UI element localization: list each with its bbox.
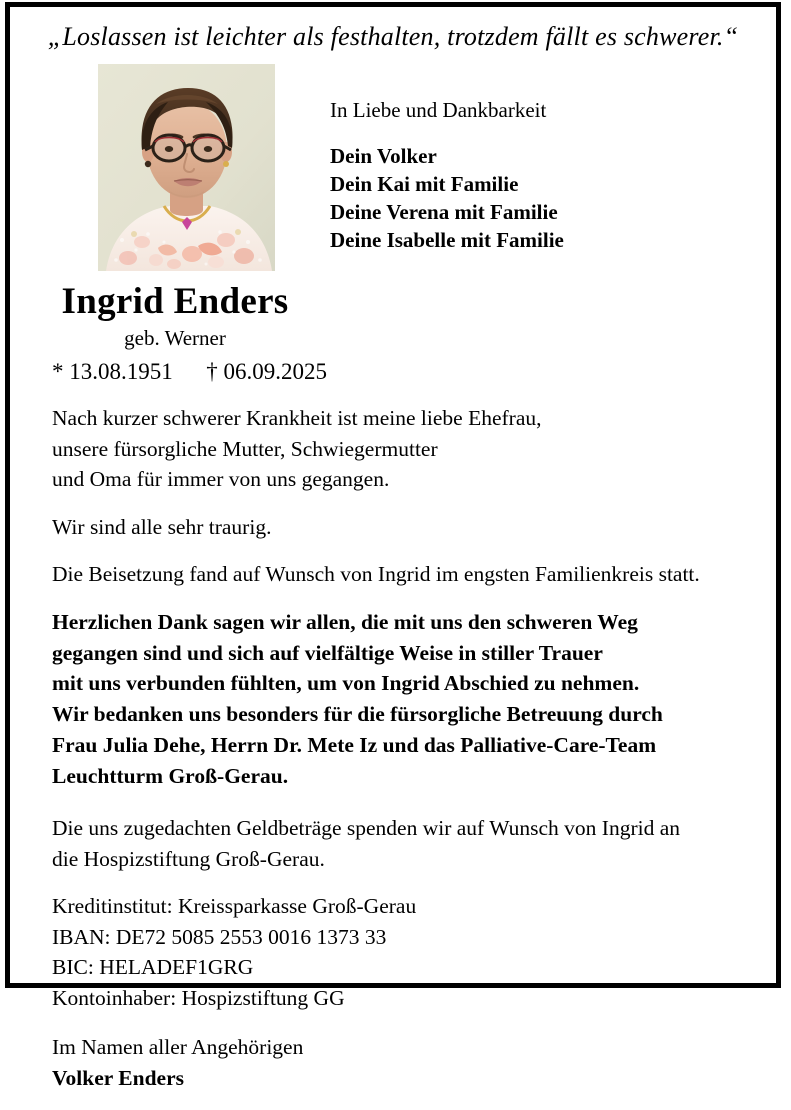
paragraph-donation [52, 813, 772, 874]
bank-iban: IBAN: DE72 5085 2553 0016 1373 33 [52, 924, 387, 949]
obituary-notice-content [10, 7, 776, 1090]
text-line: mit uns verbunden fühlten, um von Ingrid Abschied zu nehmen. [52, 671, 640, 696]
text-line: die Hospizstiftung Groß-Gerau. [52, 846, 325, 871]
obituary-body [52, 403, 772, 1110]
portrait-photo [98, 64, 275, 271]
text-line: Die uns zugedachten Geldbeträge spenden wir auf Wunsch von Ingrid an [52, 816, 681, 841]
portrait-image [98, 64, 275, 271]
signoff-block [52, 1032, 772, 1093]
deceased-full-name: Ingrid Enders [61, 281, 289, 322]
family-intro-text: In Liebe und Dankbarkeit [330, 98, 547, 122]
paragraph-sorrow [52, 512, 772, 543]
bank-account-holder: Kontoinhaber: Hospizstiftung GG [52, 985, 345, 1010]
bank-bic: BIC: HELADEF1GRG [52, 955, 254, 980]
text-line: unsere fürsorgliche Mutter, Schwiegermutter [52, 436, 438, 461]
text-line: gegangen sind und sich auf vielfältige Weise in stiller Trauer [52, 640, 603, 665]
text-line: Nach kurzer schwerer Krankheit ist meine liebe Ehefrau, [52, 406, 542, 430]
death-symbol: † [206, 359, 218, 384]
family-member: Deine Isabelle mit Familie [330, 228, 564, 253]
paragraph-announcement [52, 403, 772, 495]
text-line: Leuchtturm Groß-Gerau. [52, 764, 289, 789]
text-line: und Oma für immer von uns gegangen. [52, 467, 390, 492]
memorial-quote: „Loslassen ist leichter als festhalten, trotzdem fällt es schwerer.“ [47, 22, 739, 51]
family-members-list [330, 143, 760, 255]
family-member: Deine Verena mit Familie [330, 200, 558, 225]
bank-details [52, 891, 772, 1013]
text-line: Wir bedanken uns besonders für die fürsorgliche Betreuung durch [52, 702, 663, 727]
obituary-notice-frame [5, 2, 781, 1090]
text-line: Herzlichen Dank sagen wir allen, die mit uns den schweren Weg [52, 609, 638, 634]
death-date: 06.09.2025 [223, 359, 327, 384]
text-line: Wir sind alle sehr traurig. [52, 514, 272, 539]
family-member: Dein Volker [330, 144, 437, 169]
paragraph-burial [52, 559, 772, 590]
signoff-on-behalf: Im Namen aller Angehörigen [52, 1035, 304, 1060]
bank-institute: Kreditinstitut: Kreissparkasse Groß-Gerau [52, 894, 417, 919]
family-block [330, 97, 760, 255]
text-line: Die Beisetzung fand auf Wunsch von Ingrid im engsten Familienkreis statt. [52, 562, 700, 587]
family-member: Dein Kai mit Familie [330, 172, 519, 197]
life-dates [52, 359, 327, 385]
birth-date: 13.08.1951 [69, 359, 173, 384]
deceased-name-block [10, 283, 340, 353]
birth-symbol: * [52, 359, 64, 384]
text-line: Frau Julia Dehe, Herrn Dr. Mete Iz und das Palliative-Care-Team [52, 733, 657, 758]
paragraph-thanks [52, 607, 772, 793]
deceased-maiden-name: geb. Werner [124, 325, 226, 350]
signoff-signer: Volker Enders [52, 1065, 185, 1090]
